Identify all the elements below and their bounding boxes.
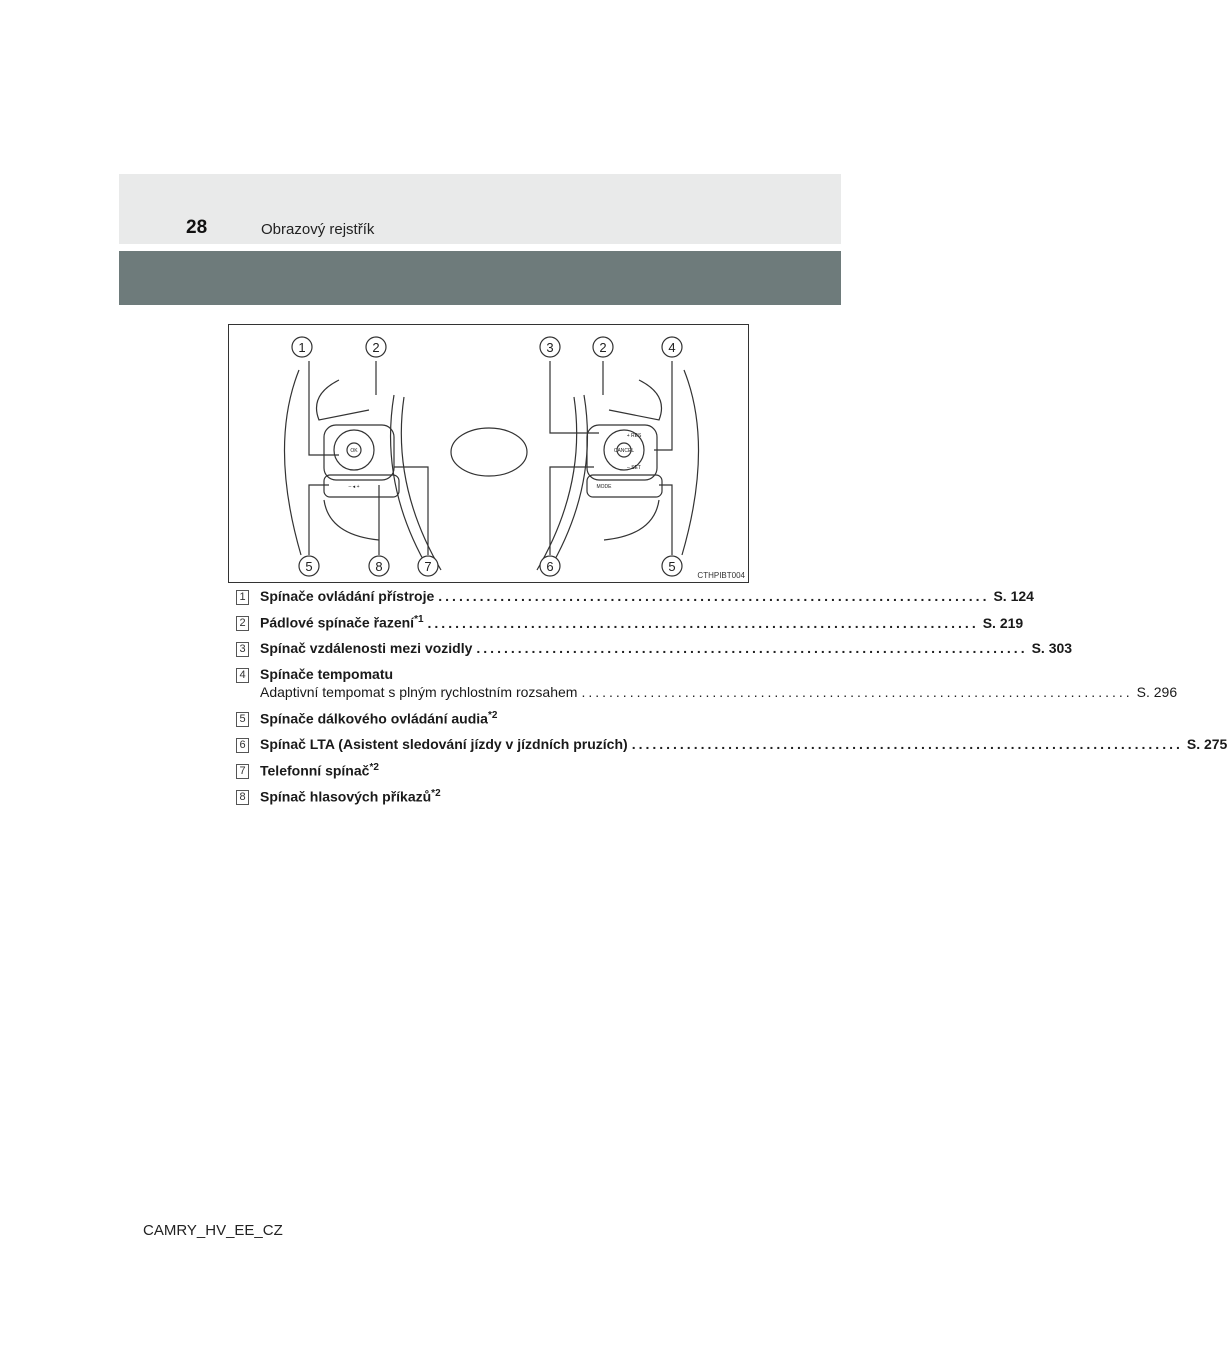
callout-top-5-label: 4 — [668, 340, 676, 355]
callout-bottom-3-label: 7 — [424, 559, 432, 574]
page-ref: S. 124 — [993, 588, 1034, 604]
res-button-label: + RES — [626, 433, 642, 439]
header-bar — [119, 251, 841, 305]
item-sub-label: Adaptivní tempomat s plným rychlostním rozsahem — [260, 684, 578, 700]
callout-top-4-label: 2 — [599, 340, 607, 355]
item-number: 7 — [236, 764, 249, 779]
item-label: Spínače dálkového ovládání audia — [260, 710, 488, 727]
callout-bottom-1-label: 5 — [305, 559, 313, 574]
callout-top-3-label: 3 — [546, 340, 554, 355]
item-label: Spínač hlasových příkazů — [260, 788, 432, 805]
footnote-mark: *1 — [414, 614, 424, 625]
callout-bottom-5-label: 5 — [668, 559, 676, 574]
page-ref: S. 296 — [1136, 684, 1178, 700]
item-label: Spínače ovládání přístroje — [260, 588, 435, 604]
page-ref: S. 275 — [1186, 736, 1227, 752]
leader-dots: ................................................................................ — [581, 684, 1133, 700]
item-label: Spínač vzdálenosti mezi vozidly — [260, 640, 473, 656]
item-number: 6 — [236, 738, 249, 753]
leader-dots: ................................................................................ — [438, 588, 990, 604]
item-label: Pádlové spínače řazení — [260, 614, 415, 631]
page-number: 28 — [186, 217, 208, 238]
footnote-mark: *2 — [487, 710, 498, 721]
section-title: Obrazový rejstřík — [261, 221, 375, 238]
item-label: Spínač LTA (Asistent sledování jízdy v jízdních pruzích) — [260, 736, 628, 752]
item-number: 1 — [236, 590, 249, 605]
volume-button-label: – ◂ + — [348, 484, 360, 490]
callout-top-1-label: 1 — [298, 340, 306, 355]
leader-dots: ................................................................................ — [476, 640, 1028, 656]
item-number: 5 — [236, 712, 249, 727]
steering-wheel-figure — [228, 324, 749, 583]
mode-button-label: MODE — [596, 484, 612, 490]
callout-bottom-2-label: 8 — [375, 559, 383, 574]
callout-top-2-label: 2 — [372, 340, 380, 355]
cancel-button-label: CANCEL — [613, 448, 635, 454]
set-button-label: – SET — [627, 465, 641, 471]
item-number: 8 — [236, 790, 249, 805]
page-ref: S. 303 — [1031, 640, 1073, 656]
steering-wheel-illustration — [229, 325, 748, 582]
document-code: CAMRY_HV_EE_CZ — [143, 1222, 283, 1239]
leader-dots: ................................................................................ — [427, 614, 979, 631]
page-ref: S. 219 — [982, 614, 1024, 631]
item-number: 4 — [236, 668, 249, 683]
item-number: 3 — [236, 642, 249, 657]
ok-button-label: OK — [350, 448, 358, 454]
callout-bottom-4-label: 6 — [546, 559, 554, 574]
header-band — [119, 174, 841, 244]
footnote-mark: *2 — [431, 788, 441, 799]
item-label: Telefonní spínač — [260, 762, 370, 779]
footnote-mark: *2 — [369, 762, 379, 773]
figure-code: CTHPIBT004 — [697, 571, 745, 580]
item-label: Spínače tempomatu — [260, 666, 394, 682]
item-number: 2 — [236, 616, 249, 631]
leader-dots: ................................................................................ — [631, 736, 1183, 752]
